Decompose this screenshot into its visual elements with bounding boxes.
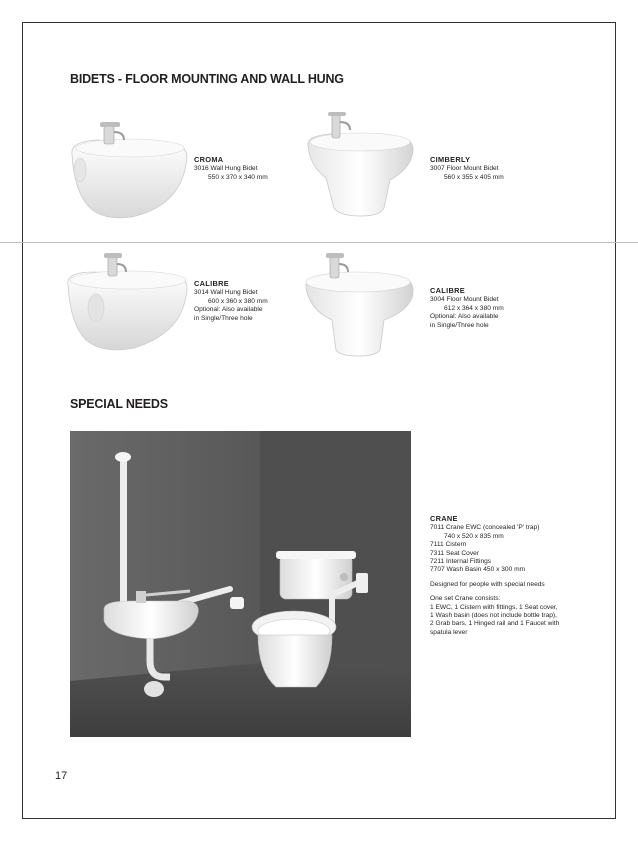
special-needs-photo: [70, 431, 411, 737]
product-name: CIMBERLY: [430, 155, 471, 164]
product-description: 7011 Crane EWC (concealed 'P' trap): [430, 524, 540, 532]
product-designed-for: Designed for people with special needs: [430, 580, 545, 588]
product-note: in Single/Three hole: [194, 314, 253, 322]
product-cimberly: [430, 156, 504, 182]
product-crane: [430, 515, 559, 637]
product-set-line: spatula lever: [430, 628, 468, 636]
product-description: 3016 Wall Hung Bidet: [194, 165, 258, 173]
product-item: 7311 Seat Cover: [430, 549, 479, 557]
product-dimensions: 600 x 360 x 380 mm: [208, 297, 268, 305]
product-dimensions: 740 x 520 x 835 mm: [444, 532, 504, 540]
cimberly-bidet-image: [300, 108, 418, 220]
product-calibre-floor: [430, 287, 504, 330]
bidets-section-title: BIDETS - FLOOR MOUNTING AND WALL HUNG: [70, 72, 344, 86]
product-croma: [194, 156, 268, 182]
calibre-floor-bidet-image: [300, 250, 418, 360]
product-set-line: 1 Wash basin (does not include bottle trap),: [430, 612, 557, 620]
product-description: 3007 Floor Mount Bidet: [430, 165, 499, 173]
product-set-line: 1 EWC, 1 Cistern with fittings, 1 Seat cover,: [430, 603, 558, 611]
product-name: CROMA: [194, 155, 224, 164]
product-description: 3004 Floor Mount Bidet: [430, 296, 499, 304]
product-item: 7211 Internal Fittings: [430, 558, 492, 566]
product-item: 7707 Wash Basin 450 x 300 mm: [430, 566, 526, 574]
crane-set-image: [70, 431, 411, 737]
croma-bidet-image: [66, 112, 190, 224]
product-description: 3014 Wall Hung Bidet: [194, 289, 258, 297]
product-item: 7111 Cistern: [430, 541, 467, 549]
product-calibre-wall: [194, 280, 268, 323]
product-set-line: 2 Grab bars, 1 Hinged rail and 1 Faucet with: [430, 620, 560, 628]
page-number: 17: [55, 770, 68, 782]
product-dimensions: 560 x 355 x 405 mm: [444, 173, 504, 181]
product-note: Optional: Also available: [430, 313, 499, 321]
special-needs-section-title: SPECIAL NEEDS: [70, 397, 168, 411]
product-note: Optional: Also available: [194, 306, 263, 314]
product-note: in Single/Three hole: [430, 321, 489, 329]
product-name: CALIBRE: [430, 286, 465, 295]
product-name: CALIBRE: [194, 279, 229, 288]
product-dimensions: 612 x 364 x 380 mm: [444, 304, 504, 312]
product-name: CRANE: [430, 514, 458, 523]
product-dimensions: 550 x 370 x 340 mm: [208, 173, 268, 181]
section-divider: [0, 242, 638, 243]
product-set-intro: One set Crane consists:: [430, 595, 501, 603]
calibre-wall-bidet-image: [60, 250, 192, 356]
